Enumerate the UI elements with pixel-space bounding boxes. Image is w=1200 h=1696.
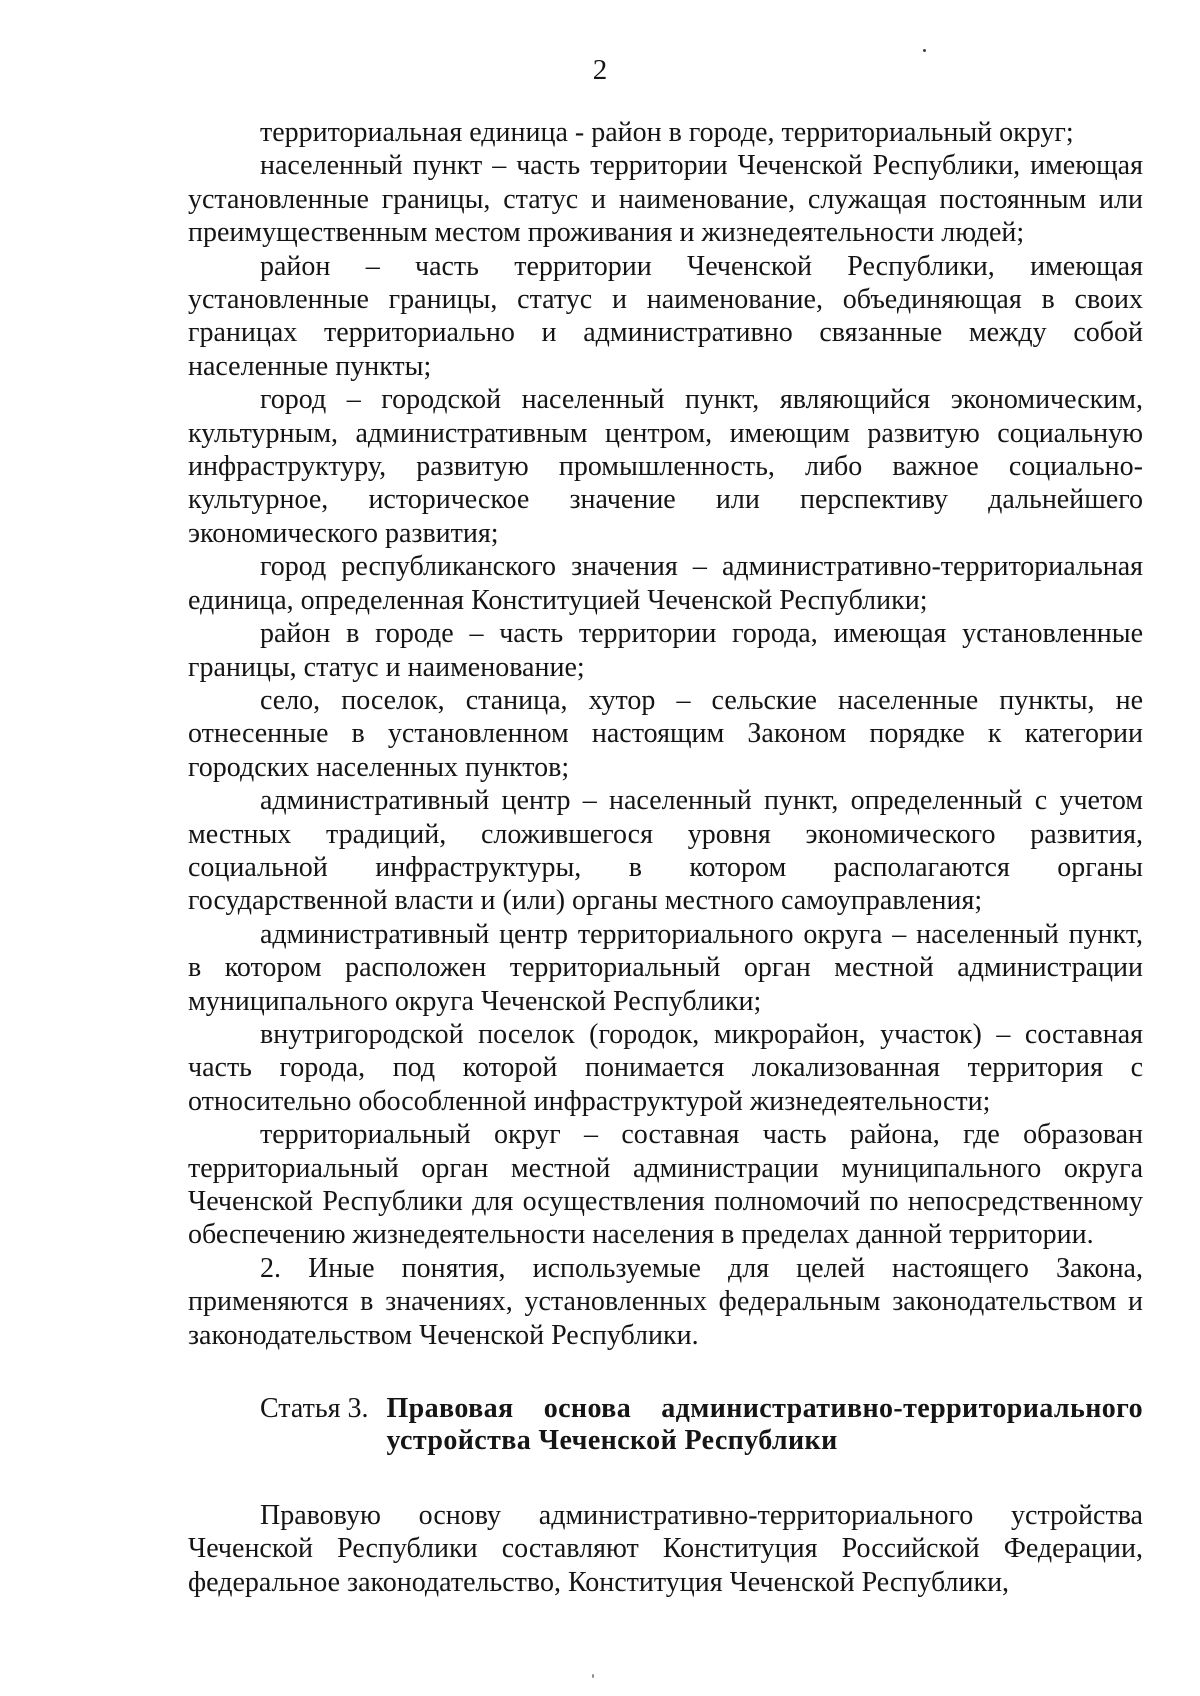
definition-paragraph: административный центр – населенный пункт, определенный с учетом местных традиций, сложившегося уровня экономического развития, социальной инфраструктуры, в котором располагаются органы государственной власти и (или) органы местного самоуправления; <box>188 785 1143 917</box>
definition-paragraph: район в городе – часть территории города, имеющая установленные границы, статус и наименование; <box>188 618 1143 683</box>
definition-paragraph: территориальный округ – составная часть района, где образован территориальный орган местной администрации муниципального округа Чеченской Республики для осуществления полномочий по непосредственному обеспечению жизнедеятельности населения в пределах данной территории. <box>188 1119 1143 1251</box>
page-number: 2 <box>592 54 608 86</box>
definition-paragraph: село, поселок, станица, хутор – сельские населенные пункты, не отнесенные в установленном настоящим Законом порядке к категории городских населенных пунктов; <box>188 684 1143 783</box>
article-3-heading <box>260 1393 1143 1457</box>
definition-paragraph: населенный пункт – часть территории Чеченской Республики, имеющая установленные границы, статус и наименование, служащая постоянным или преимущественным местом проживания и жизнедеятельности людей; <box>188 150 1143 249</box>
article-label: Статья 3. <box>260 1393 369 1425</box>
definition-paragraph: административный центр территориального округа – населенный пункт, в котором расположен территориальный орган местной администрации муниципального округа Чеченской Республики; <box>188 918 1143 1017</box>
definition-paragraph: внутригородской поселок (городок, микрорайон, участок) – составная часть города, под которой понимается локализованная территория с относительно обособленной инфраструктурой жизнедеятельности; <box>188 1018 1143 1117</box>
clause-2-paragraph: 2. Иные понятия, используемые для целей настоящего Закона, применяются в значениях, установленных федеральным законодательством и законодательством Чеченской Республики. <box>188 1252 1143 1351</box>
article-3-body: Правовую основу административно-территориального устройства Чеченской Республики составляют Конституция Российской Федерации, федеральное законодательство, Конституция Чеченской Республики, <box>188 1500 1143 1598</box>
article-title: Правовая основа административно-территориального устройства Чеченской Республики <box>386 1393 1143 1457</box>
definition-paragraph: район – часть территории Чеченской Республики, имеющая установленные границы, статус и наименование, объединяющая в своих границах территориально и административно связанные между собой населенные пункты; <box>188 250 1143 382</box>
definition-paragraph: город республиканского значения – административно-территориальная единица, определенная Конституцией Чеченской Республики; <box>188 551 1143 616</box>
definition-paragraph: город – городской населенный пункт, являющийся экономическим, культурным, административным центром, имеющим развитую социальную инфраструктуру, развитую промышленность, либо важное социально-культурное, историческое значение или перспективу дальнейшего экономического развития; <box>188 384 1143 549</box>
definition-paragraph: территориальная единица - район в городе, территориальный округ; <box>260 117 1074 148</box>
document-body <box>188 116 1143 1599</box>
scan-speck <box>592 1674 594 1678</box>
